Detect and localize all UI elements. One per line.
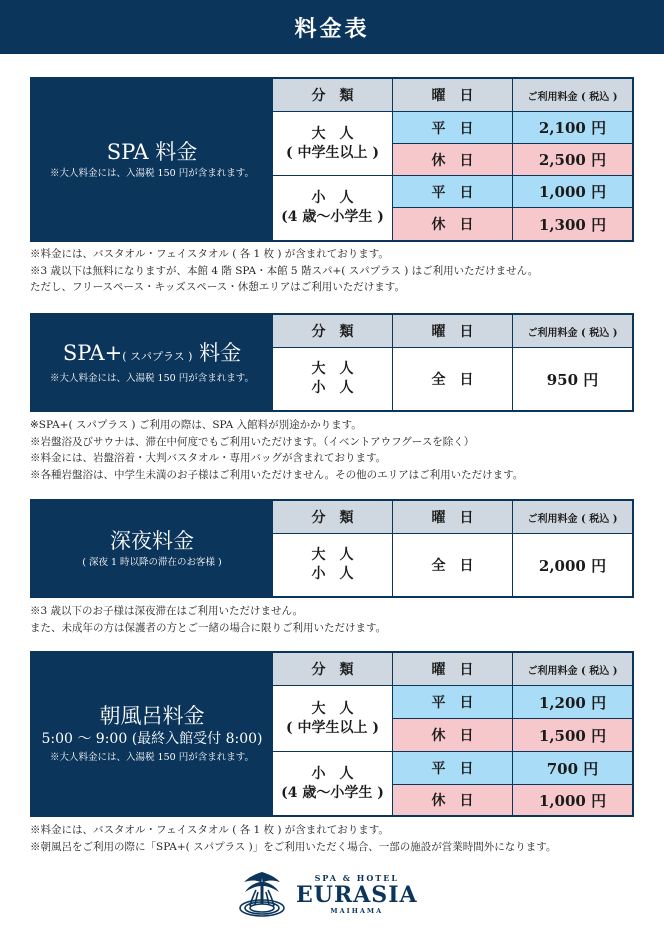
section-title: 朝風呂料金 — [99, 704, 205, 728]
logo-text — [296, 873, 418, 915]
price-grid — [272, 79, 632, 240]
spa-title-panel — [32, 79, 272, 240]
column-header-price: ご利用料金 ( 税込 ) — [512, 79, 632, 111]
column-header-price: ご利用料金 ( 税込 ) — [512, 501, 632, 533]
page-title: 料金表 — [294, 15, 370, 42]
category-adult — [272, 685, 392, 751]
category-label: 小 人 — [311, 190, 354, 206]
day-weekday: 平 日 — [392, 685, 512, 718]
day-holiday: 休 日 — [392, 784, 512, 815]
category-child — [272, 175, 392, 240]
late-night-price-table — [30, 499, 634, 598]
day-holiday: 休 日 — [392, 207, 512, 240]
palm-tree-logo-icon — [236, 868, 288, 920]
price-holiday: 1,000 円 — [512, 784, 632, 815]
section-title: 深夜料金 — [110, 528, 194, 553]
price-all: 950 円 — [512, 347, 632, 410]
price-weekday: 700 円 — [512, 751, 632, 784]
section-subtitle: ※大人料金には、入湯税 150 円が含まれます。 — [50, 167, 254, 179]
morning-bath-notes — [30, 822, 640, 855]
column-header-day: 曜 日 — [392, 79, 512, 111]
category-label: 大 人 — [311, 547, 354, 563]
logo-brand: EURASIA — [296, 882, 418, 908]
day-weekday: 平 日 — [392, 751, 512, 784]
title-small: ( スパプラス ) — [122, 349, 193, 363]
note: ※SPA+( スパプラス ) ご利用の際は、SPA 入館料が別途かかります。 — [30, 419, 362, 431]
price-grid — [272, 653, 632, 815]
day-holiday: 休 日 — [392, 143, 512, 175]
morning-bath-title-panel — [32, 653, 272, 815]
section-subtitle: ※大人料金には、入湯税 150 円が含まれます。 — [50, 752, 254, 763]
logo-location: MAIHAMA — [330, 907, 384, 915]
section-subtitle: ( 深夜 1 時以降の滞在のお客様 ) — [82, 556, 222, 568]
note: ※料金には、バスタオル・フェイスタオル ( 各 1 枚 ) が含まれております。 — [30, 824, 389, 836]
category-label: 小 人 — [311, 765, 354, 782]
day-all: 全 日 — [392, 533, 512, 596]
category-label: 大 人 — [311, 125, 354, 142]
page-header — [0, 0, 664, 54]
category-label: 大 人 — [311, 361, 354, 377]
note: また、未成年の方は保護者の方とご一緒の場合に限りご利用いただけます。 — [30, 621, 387, 634]
category-adult — [272, 111, 392, 175]
spa-plus-price-table — [30, 313, 634, 412]
day-weekday: 平 日 — [392, 111, 512, 143]
day-holiday: 休 日 — [392, 718, 512, 751]
price-holiday: 2,500 円 — [512, 143, 632, 175]
spa-plus-notes — [30, 417, 640, 483]
section-subtitle: ※大人料金には、入湯税 150 円が含まれます。 — [50, 372, 254, 384]
column-header-category: 分 類 — [272, 653, 392, 685]
late-night-notes — [30, 603, 640, 636]
category-sublabel: (4 歳～小学生 ) — [281, 209, 384, 225]
price-all: 2,000 円 — [512, 533, 632, 596]
section-title — [63, 340, 241, 370]
category-label: 小 人 — [311, 380, 354, 396]
spa-price-table — [30, 77, 634, 242]
spa-notes — [30, 246, 640, 296]
category-child — [272, 751, 392, 815]
column-header-day: 曜 日 — [392, 653, 512, 685]
column-header-price: ご利用料金 ( 税込 ) — [512, 653, 632, 685]
late-night-title-panel — [32, 501, 272, 596]
note: ※朝風呂をご利用の際に「SPA+( スパプラス )」をご利用いただく場合、一部の施設が営業時間外になります。 — [30, 840, 557, 853]
column-header-day: 曜 日 — [392, 501, 512, 533]
note: ※岩盤浴及びサウナは、滞在中何度でもご利用いただけます。（イベントアウフグースを除く） — [30, 435, 475, 448]
logo-tagline: SPA & HOTEL — [314, 873, 399, 883]
price-holiday: 1,500 円 — [512, 718, 632, 751]
price-grid — [272, 315, 632, 410]
price-weekday: 1,000 円 — [512, 175, 632, 207]
note: ※料金には、岩盤浴着・大判バスタオル・専用バッグが含まれております。 — [30, 452, 387, 464]
category-all — [272, 533, 392, 596]
price-holiday: 1,300 円 — [512, 207, 632, 240]
note: ※3 歳以下は無料になりますが、本館 4 階 SPA・本館 5 階スパ+( スパプラス ) はご利用いただけません。 — [30, 264, 539, 277]
category-label: 大 人 — [311, 700, 354, 717]
category-label: 小 人 — [311, 566, 354, 582]
column-header-category: 分 類 — [272, 79, 392, 111]
spa-plus-title-panel — [32, 315, 272, 410]
note: ただし、フリースペース・キッズスペース・休憩エリアはご利用いただけます。 — [30, 281, 405, 293]
note: ※3 歳以下のお子様は深夜滞在はご利用いただけません。 — [30, 605, 304, 617]
eurasia-logo — [236, 866, 436, 922]
note: ※料金には、バスタオル・フェイスタオル ( 各 1 枚 ) が含まれております。 — [30, 248, 389, 260]
day-weekday: 平 日 — [392, 175, 512, 207]
column-header-day: 曜 日 — [392, 315, 512, 347]
day-all: 全 日 — [392, 347, 512, 410]
title-main: SPA+ — [62, 340, 123, 365]
opening-hours: 5:00 ～ 9:00 (最終入館受付 8:00) — [41, 731, 263, 747]
morning-bath-price-table — [30, 651, 634, 817]
price-grid — [272, 501, 632, 596]
price-weekday: 2,100 円 — [512, 111, 632, 143]
section-title: SPA 料金 — [106, 139, 198, 164]
category-sublabel: (4 歳～小学生 ) — [281, 784, 384, 801]
column-header-category: 分 類 — [272, 501, 392, 533]
price-weekday: 1,200 円 — [512, 685, 632, 718]
note: ※各種岩盤浴は、中学生未満のお子様はご利用いただけません。その他のエリアはご利用いただけます。 — [30, 468, 524, 481]
category-all — [272, 347, 392, 410]
category-sublabel: ( 中学生以上 ) — [286, 719, 379, 736]
title-tail: 料金 — [192, 340, 242, 365]
category-sublabel: ( 中学生以上 ) — [286, 144, 379, 161]
column-header-price: ご利用料金 ( 税込 ) — [512, 315, 632, 347]
column-header-category: 分 類 — [272, 315, 392, 347]
